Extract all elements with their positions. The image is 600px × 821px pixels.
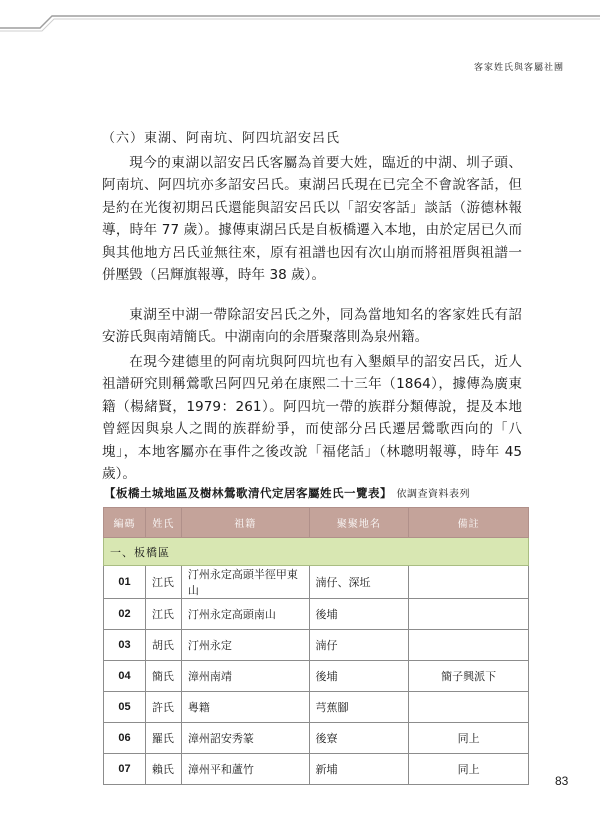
paragraph-2: 東湖至中湖一帶除詔安呂氏之外，同為當地知名的客家姓氏有詔安游氏與南靖簡氏。中湖南向的余厝聚落則為泉州籍。	[102, 307, 522, 346]
header-origin: 祖籍	[181, 508, 309, 538]
table-row	[104, 630, 529, 661]
cell-origin: 漳州詔安秀篆	[181, 723, 309, 754]
cell-origin: 粵籍	[181, 692, 309, 723]
cell-place: 芎蕉腳	[309, 692, 409, 723]
paragraph-3: 在現今建德里的阿南坑與阿四坑也有入墾頗早的詔安呂氏，近人祖譜研究則稱鶯歌呂阿四兄弟在康熙二十三年（1864），據傳為廣東籍（楊緒賢，1979：261）。阿四坑一帶的族群分類傳說，提及本地曾經因與泉人之間的族群紛爭，而使部分呂氏遷居鶯歌西向的「八塊」，本地客屬亦在事件之後改說「福佬話」（林聰明報導，時年 45 歲）。	[102, 354, 522, 483]
cell-place: 後埔	[309, 661, 409, 692]
cell-code: 05	[104, 692, 146, 723]
header-place: 聚聚地名	[309, 508, 409, 538]
cell-origin: 汀州永定高頭南山	[181, 599, 309, 630]
table-caption	[104, 485, 470, 501]
cell-surname: 簡氏	[145, 661, 181, 692]
cell-note: 同上	[409, 754, 529, 785]
cell-origin: 漳州南靖	[181, 661, 309, 692]
table-row	[104, 692, 529, 723]
cell-note	[409, 599, 529, 630]
cell-note	[409, 566, 529, 599]
cell-origin: 漳州平和蘆竹	[181, 754, 309, 785]
header-note: 備註	[409, 508, 529, 538]
group-label: 一、板橋區	[104, 538, 529, 566]
cell-code: 06	[104, 723, 146, 754]
cell-code: 04	[104, 661, 146, 692]
section-heading: （六）東湖、阿南坑、阿四坑詔安呂氏	[102, 131, 341, 146]
table-row	[104, 754, 529, 785]
cell-origin: 汀州永定高頭半徑甲東山	[181, 566, 309, 599]
header-surname: 姓氏	[145, 508, 181, 538]
table-title: 【板橋土城地區及樹林鶯歌清代定居客屬姓氏一覽表】	[104, 486, 392, 500]
cell-place: 後寮	[309, 723, 409, 754]
cell-origin: 汀州永定	[181, 630, 309, 661]
header-code: 編碼	[104, 508, 146, 538]
cell-code: 01	[104, 566, 146, 599]
table-row	[104, 566, 529, 599]
cell-surname: 羅氏	[145, 723, 181, 754]
cell-place: 湳仔	[309, 630, 409, 661]
table-caption-note: 依調查資料表列	[396, 489, 471, 500]
cell-code: 07	[104, 754, 146, 785]
table-header-row	[104, 508, 529, 538]
cell-surname: 江氏	[145, 599, 181, 630]
running-header: 客家姓氏與客屬社團	[473, 63, 564, 73]
page-number: 83	[555, 774, 569, 788]
paragraph-1: 現今的東湖以詔安呂氏客屬為首要大姓，臨近的中湖、圳子頭、阿南坑、阿四坑亦多詔安呂氏。東湖呂氏現在已完全不會說客話，但是約在光復初期呂氏還能與詔安呂氏以「詔安客話」談話（游德林報導，時年 77 歲）。據傳東湖呂氏是自板橋遷入本地，由於定居已久而與其他地方呂氏並無往來，原有祖譜也因有次山崩而將祖厝與祖譜一併壓毀（呂輝旗報導，時年 38 歲）。	[102, 155, 522, 284]
cell-place: 後埔	[309, 599, 409, 630]
cell-note	[409, 692, 529, 723]
table-group-row	[104, 538, 529, 566]
cell-place: 湳仔、深坵	[309, 566, 409, 599]
table-row	[104, 723, 529, 754]
table-row	[104, 599, 529, 630]
cell-surname: 胡氏	[145, 630, 181, 661]
cell-note: 簡子興派下	[409, 661, 529, 692]
cell-code: 03	[104, 630, 146, 661]
cell-note	[409, 630, 529, 661]
table-row	[104, 661, 529, 692]
cell-code: 02	[104, 599, 146, 630]
cell-surname: 江氏	[145, 566, 181, 599]
cell-surname: 許氏	[145, 692, 181, 723]
cell-surname: 賴氏	[145, 754, 181, 785]
cell-note: 同上	[409, 723, 529, 754]
surname-table	[103, 507, 529, 785]
header-decoration	[0, 0, 600, 36]
cell-place: 新埔	[309, 754, 409, 785]
